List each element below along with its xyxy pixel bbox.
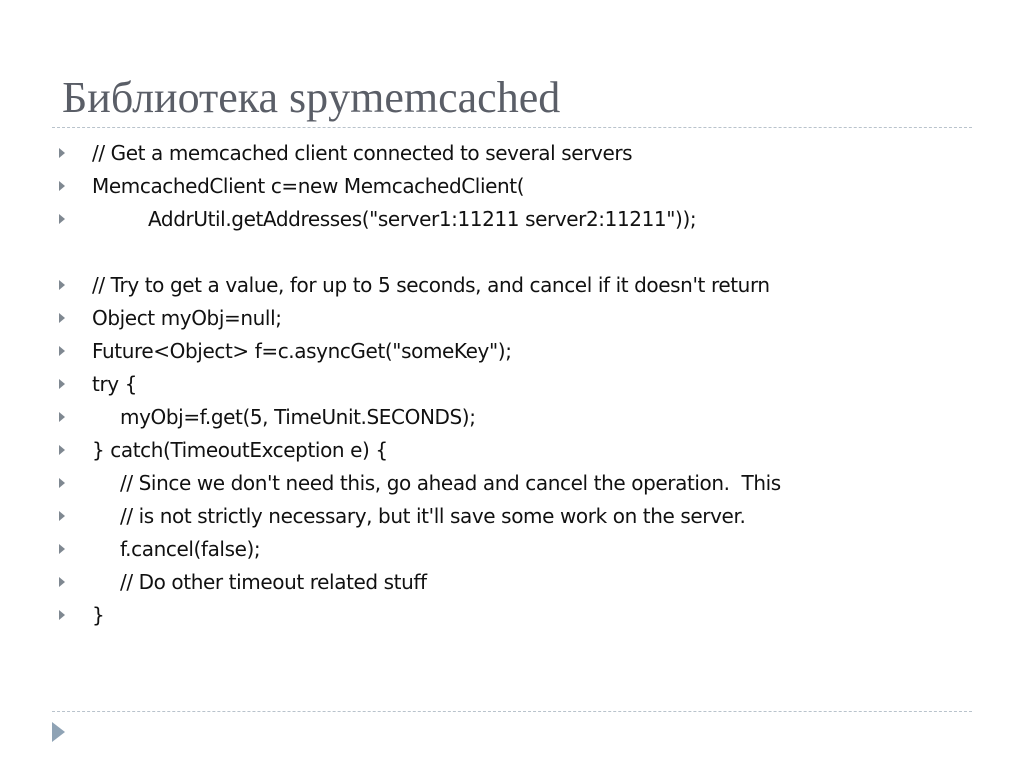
list-item <box>59 202 959 235</box>
code-line: } catch(TimeoutException e) { <box>92 437 388 462</box>
triangle-right-icon <box>59 478 65 488</box>
code-line: try { <box>92 371 137 396</box>
slide-title: Библиотека spymemcached <box>62 73 561 122</box>
triangle-right-icon <box>59 511 65 521</box>
triangle-right-icon <box>59 544 65 554</box>
list-item <box>59 367 959 400</box>
list-item <box>59 169 959 202</box>
triangle-right-icon <box>59 214 65 224</box>
list-item <box>59 499 959 532</box>
code-line: // Try to get a value, for up to 5 seconds, and cancel if it doesn't return <box>92 272 770 297</box>
triangle-right-icon <box>59 379 65 389</box>
list-item <box>59 532 959 565</box>
triangle-right-icon <box>59 181 65 191</box>
triangle-right-icon <box>59 445 65 455</box>
play-arrow-icon[interactable] <box>52 722 65 742</box>
code-line: // Get a memcached client connected to several servers <box>92 140 633 165</box>
list-item <box>59 301 959 334</box>
list-item <box>59 268 959 301</box>
list-item <box>59 136 959 169</box>
code-line: MemcachedClient c=new MemcachedClient( <box>92 173 525 198</box>
code-line: // Do other timeout related stuff <box>120 569 427 594</box>
code-line: AddrUtil.getAddresses("server1:11211 server2:11211")); <box>148 206 697 231</box>
triangle-right-icon <box>59 346 65 356</box>
code-line: // Since we don't need this, go ahead and cancel the operation. This <box>120 470 781 495</box>
code-line: Object myObj=null; <box>92 305 282 330</box>
list-item <box>59 598 959 631</box>
triangle-right-icon <box>59 577 65 587</box>
code-bullet-list <box>59 136 959 631</box>
list-item <box>59 400 959 433</box>
code-line: f.cancel(false); <box>120 536 261 561</box>
code-line: // is not strictly necessary, but it'll save some work on the server. <box>120 503 746 528</box>
triangle-right-icon <box>59 313 65 323</box>
triangle-right-icon <box>59 412 65 422</box>
footer-divider <box>52 711 972 712</box>
list-item <box>59 334 959 367</box>
triangle-right-icon <box>59 280 65 290</box>
code-line: myObj=f.get(5, TimeUnit.SECONDS); <box>120 404 476 429</box>
blank-line <box>59 235 959 268</box>
title-divider <box>52 127 972 128</box>
list-item <box>59 433 959 466</box>
triangle-right-icon <box>59 610 65 620</box>
list-item <box>59 565 959 598</box>
code-line: Future<Object> f=c.asyncGet("someKey"); <box>92 338 512 363</box>
code-line: } <box>92 602 105 627</box>
list-item <box>59 466 959 499</box>
triangle-right-icon <box>59 148 65 158</box>
